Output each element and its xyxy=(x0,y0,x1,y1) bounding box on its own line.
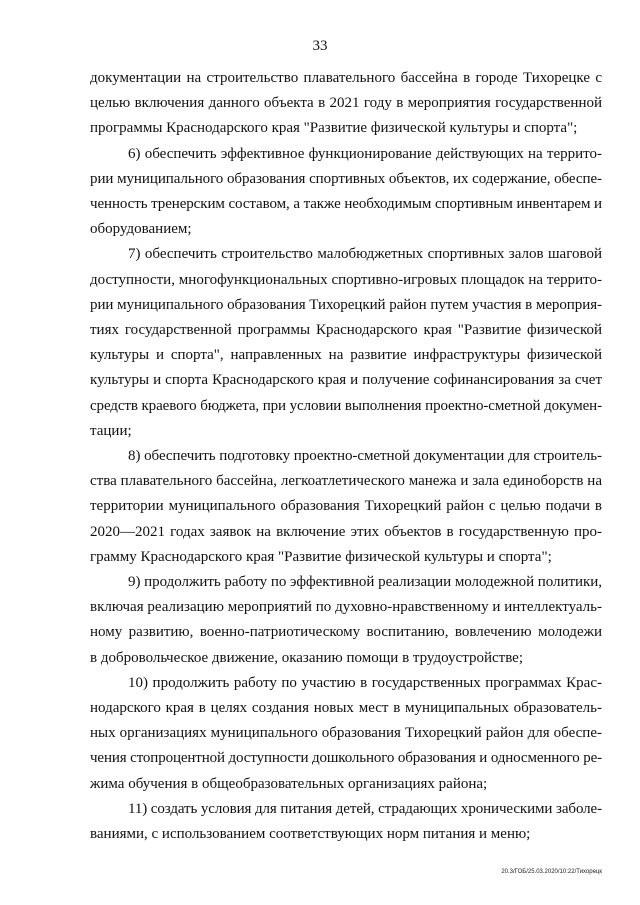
text-line: средств краевого бюджета, при условии выполнения проектно-сметной докумен- xyxy=(90,397,602,414)
document-registration-stamp: 20.3/ГОБ/25.03.2020/10:22/Тихорецк xyxy=(501,869,602,875)
paragraph-item-6 xyxy=(90,142,602,243)
text-line: тиях государственной программы Краснодарского края "Развитие физической xyxy=(90,322,602,339)
text-line: ченность тренерским составом, а также необходимым спортивным инвентарем и xyxy=(90,196,602,213)
text-line: ства плавательного бассейна, легкоатлетического манежа и зала единоборств на xyxy=(90,473,602,490)
text-line: культуры и спорта", направленных на развитие инфраструктуры физической xyxy=(90,347,602,364)
text-line: включая реализацию мероприятий по духовно-нравственному и интеллектуаль- xyxy=(90,599,602,616)
text-line: программы Краснодарского края "Развитие физической культуры и спорта"; xyxy=(90,120,578,137)
text-line: 10) продолжить работу по участию в государственных программах Крас- xyxy=(128,674,602,691)
text-line: культуры и спорта Краснодарского края и получение софинансирования за счет xyxy=(90,372,602,389)
paragraph-item-11 xyxy=(90,797,602,847)
text-line: оборудованием; xyxy=(90,221,192,238)
page-number: 33 xyxy=(312,38,328,54)
text-line: грамму Краснодарского края "Развитие физической культуры и спорта"; xyxy=(90,548,552,565)
text-line: территории муниципального образования Тихорецкий район с целью подачи в xyxy=(90,498,602,515)
text-line: жима обучения в общеобразовательных организациях района; xyxy=(90,775,488,792)
text-line: 11) создать условия для питания детей, страдающих хроническими заболе- xyxy=(128,800,602,817)
text-line: чения стопроцентной доступности дошкольного образования и односменного ре- xyxy=(90,750,602,767)
text-line: 9) продолжить работу по эффективной реализации молодежной политики, xyxy=(128,574,602,591)
text-line: нодарского края в целях создания новых мест в муниципальных образователь- xyxy=(90,700,602,717)
text-line: рии муниципального образования спортивных объектов, их содержание, обеспе- xyxy=(90,170,602,187)
text-line: 6) обеспечить эффективное функционирование действующих на террито- xyxy=(128,145,602,162)
text-line: 7) обеспечить строительство малобюджетных спортивных залов шаговой xyxy=(128,246,602,263)
text-line: ваниями, с использованием соответствующих норм питания и меню; xyxy=(90,826,531,843)
text-line: доступности, многофункциональных спортивно-игровых площадок на террито- xyxy=(90,271,602,288)
text-line: 2020—2021 годах заявок на включение этих объектов в государственную про- xyxy=(90,523,602,540)
text-line: ному развитию, военно-патриотическому воспитанию, вовлечению молодежи xyxy=(90,624,602,641)
paragraph-item-8 xyxy=(90,444,602,570)
text-line: документации на строительство плавательного бассейна в городе Тихорецке с xyxy=(90,70,602,86)
document-body xyxy=(90,66,602,847)
text-line: ных организациях муниципального образования Тихорецкий район для обеспе- xyxy=(90,725,602,742)
text-line: целью включения данного объекта в 2021 году в мероприятия государственной xyxy=(90,95,602,112)
paragraph-item-9 xyxy=(90,570,602,671)
text-line: тации; xyxy=(90,422,132,439)
paragraph-item-10 xyxy=(90,671,602,797)
paragraph-item-7 xyxy=(90,242,602,444)
text-line: 8) обеспечить подготовку проектно-сметной документации для строитель- xyxy=(128,448,602,465)
paragraph-continuation xyxy=(90,66,602,142)
text-line: рии муниципального образования Тихорецкий район путем участия в мероприя- xyxy=(90,296,602,313)
text-line: в добровольческое движение, оказанию помощи в трудоустройстве; xyxy=(90,649,524,666)
